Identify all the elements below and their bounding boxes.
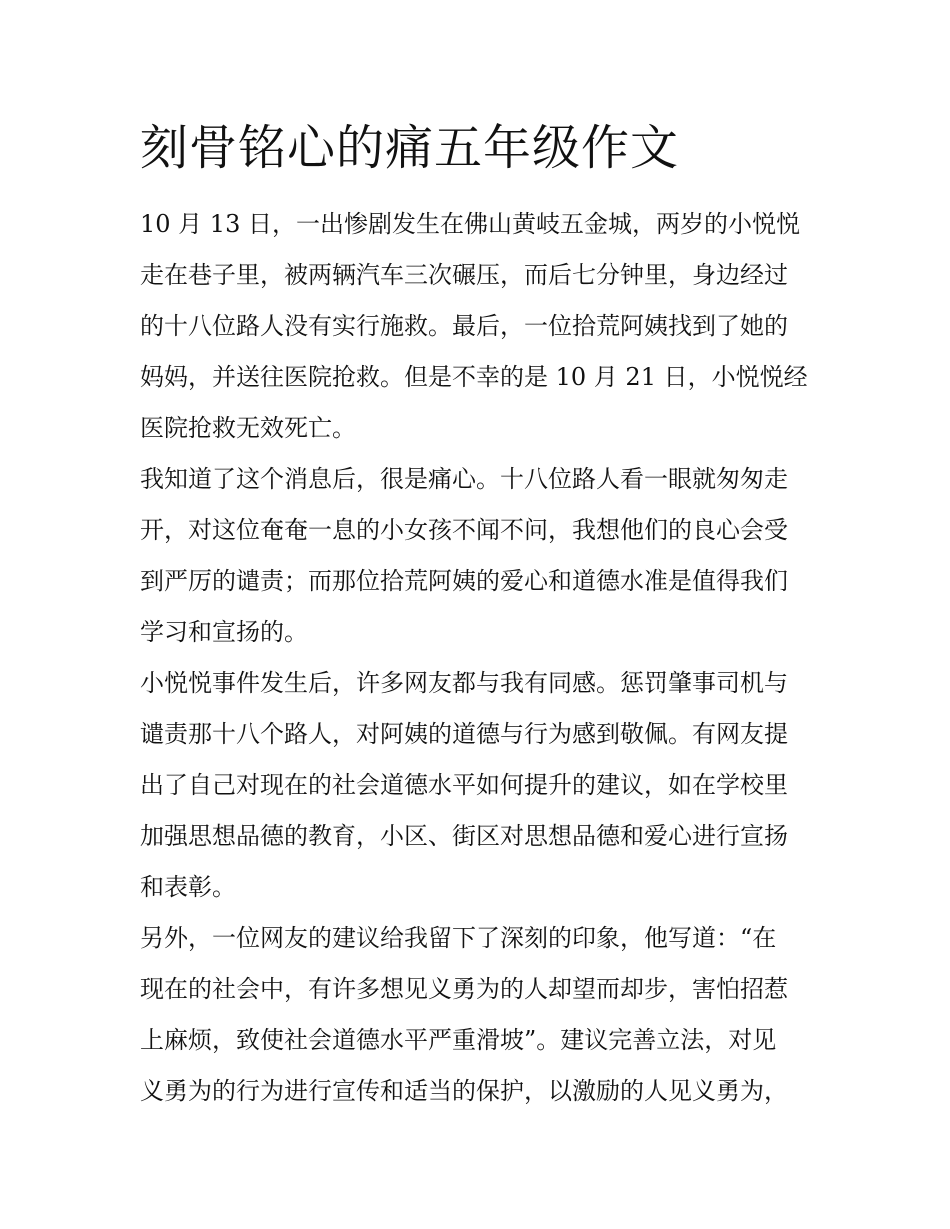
text-line: 现在的社会中，有许多想见义勇为的人却望而却步，害怕招惹 [140,975,788,1003]
text-line: 出了自己对现在的社会道德水平如何提升的建议，如在学校里 [140,771,788,799]
text-line: 小悦悦事件发生后，许多网友都与我有同感。惩罚肇事司机与 [140,669,788,697]
text-line: 妈妈，并送往医院抢救。但是不幸的是 10 月 21 日，小悦悦经 [140,363,808,391]
paragraph-2 [140,454,820,658]
text-line: 医院抢救无效死亡。 [140,414,356,442]
paragraph-1 [140,199,820,454]
text-line: 我知道了这个消息后，很是痛心。十八位路人看一眼就匆匆走 [140,465,788,493]
text-line: 10 月 13 日，一出惨剧发生在佛山黄岐五金城，两岁的小悦悦 [140,210,800,238]
text-line: 和表彰。 [140,873,236,901]
document-title: 刻骨铭心的痛五年级作文 [140,120,680,176]
text-line: 的十八位路人没有实行施救。最后，一位拾荒阿姨找到了她的 [140,312,788,340]
text-line: 上麻烦，致使社会道德水平严重滑坡”。建议完善立法，对见 [140,1026,777,1054]
text-line: 义勇为的行为进行宣传和适当的保护，以激励的人见义勇为， [140,1077,788,1105]
paragraph-3 [140,658,820,913]
text-line: 开，对这位奄奄一息的小女孩不闻不问，我想他们的良心会受 [140,516,788,544]
paragraph-4 [140,913,820,1117]
text-line: 加强思想品德的教育，小区、街区对思想品德和爱心进行宣扬 [140,822,788,850]
text-line: 到严厉的谴责；而那位拾荒阿姨的爱心和道德水准是值得我们 [140,567,788,595]
text-line: 谴责那十八个路人，对阿姨的道德与行为感到敬佩。有网友提 [140,720,788,748]
text-line: 走在巷子里，被两辆汽车三次碾压，而后七分钟里，身边经过 [140,261,788,289]
text-line: 另外，一位网友的建议给我留下了深刻的印象，他写道：“在 [140,924,777,952]
document-body [140,199,820,1117]
text-line: 学习和宣扬的。 [140,618,308,646]
